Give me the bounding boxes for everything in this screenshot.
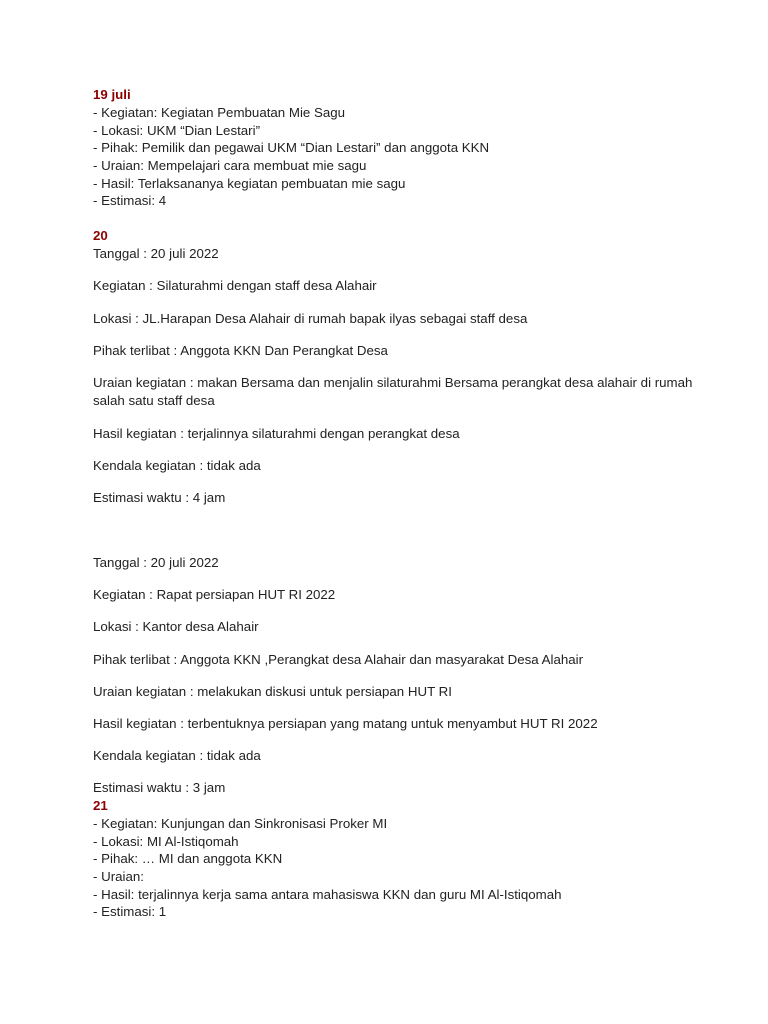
list-item: - Lokasi: UKM “Dian Lestari” xyxy=(93,123,260,138)
entry1-kegiatan: Kegiatan : Silaturahmi dengan staff desa Alahair xyxy=(93,278,377,293)
entry2-tanggal: Tanggal : 20 juli 2022 xyxy=(93,555,219,570)
list-item: - Uraian: xyxy=(93,869,144,884)
entry1-tanggal: Tanggal : 20 juli 2022 xyxy=(93,246,219,261)
entry2-kendala: Kendala kegiatan : tidak ada xyxy=(93,748,261,763)
entry2-hasil: Hasil kegiatan : terbentuknya persiapan yang matang untuk menyambut HUT RI 2022 xyxy=(93,716,598,731)
entry2-pihak: Pihak terlibat : Anggota KKN ,Perangkat desa Alahair dan masyarakat Desa Alahair xyxy=(93,652,584,667)
list-item: - Estimasi: 4 xyxy=(93,193,167,208)
entry2-kegiatan: Kegiatan : Rapat persiapan HUT RI 2022 xyxy=(93,587,336,602)
entry1-lokasi: Lokasi : JL.Harapan Desa Alahair di rumah bapak ilyas sebagai staff desa xyxy=(93,311,528,326)
entry1-hasil: Hasil kegiatan : terjalinnya silaturahmi dengan perangkat desa xyxy=(93,426,460,441)
entry1-kendala: Kendala kegiatan : tidak ada xyxy=(93,458,261,473)
entry2-lokasi: Lokasi : Kantor desa Alahair xyxy=(93,619,259,634)
entry1-estimasi: Estimasi waktu : 4 jam xyxy=(93,490,226,505)
entry1-uraian: Uraian kegiatan : makan Bersama dan menjalin silaturahmi Bersama perangkat desa alahair di rumah salah satu staff desa xyxy=(93,375,693,408)
entry1-pihak: Pihak terlibat : Anggota KKN Dan Perangkat Desa xyxy=(93,343,388,358)
list-item: - Uraian: Mempelajari cara membuat mie sagu xyxy=(93,158,367,173)
list-item: - Kegiatan: Kunjungan dan Sinkronisasi Proker MI xyxy=(93,816,388,831)
section-heading-20: 20 xyxy=(93,228,108,243)
list-item: - Hasil: terjalinnya kerja sama antara mahasiswa KKN dan guru MI Al-Istiqomah xyxy=(93,887,562,902)
list-item: - Pihak: … MI dan anggota KKN xyxy=(93,851,283,866)
list-item: - Kegiatan: Kegiatan Pembuatan Mie Sagu xyxy=(93,105,346,120)
list-item: - Lokasi: MI Al-Istiqomah xyxy=(93,834,239,849)
section-heading-21: 21 xyxy=(93,798,108,813)
list-item: - Hasil: Terlaksananya kegiatan pembuatan mie sagu xyxy=(93,176,406,191)
list-item: - Pihak: Pemilik dan pegawai UKM “Dian Lestari” dan anggota KKN xyxy=(93,140,490,155)
entry2-estimasi: Estimasi waktu : 3 jam xyxy=(93,780,226,795)
list-item: - Estimasi: 1 xyxy=(93,904,167,919)
section-heading-19-juli: 19 juli xyxy=(93,87,131,102)
entry2-uraian: Uraian kegiatan : melakukan diskusi untuk persiapan HUT RI xyxy=(93,684,452,699)
